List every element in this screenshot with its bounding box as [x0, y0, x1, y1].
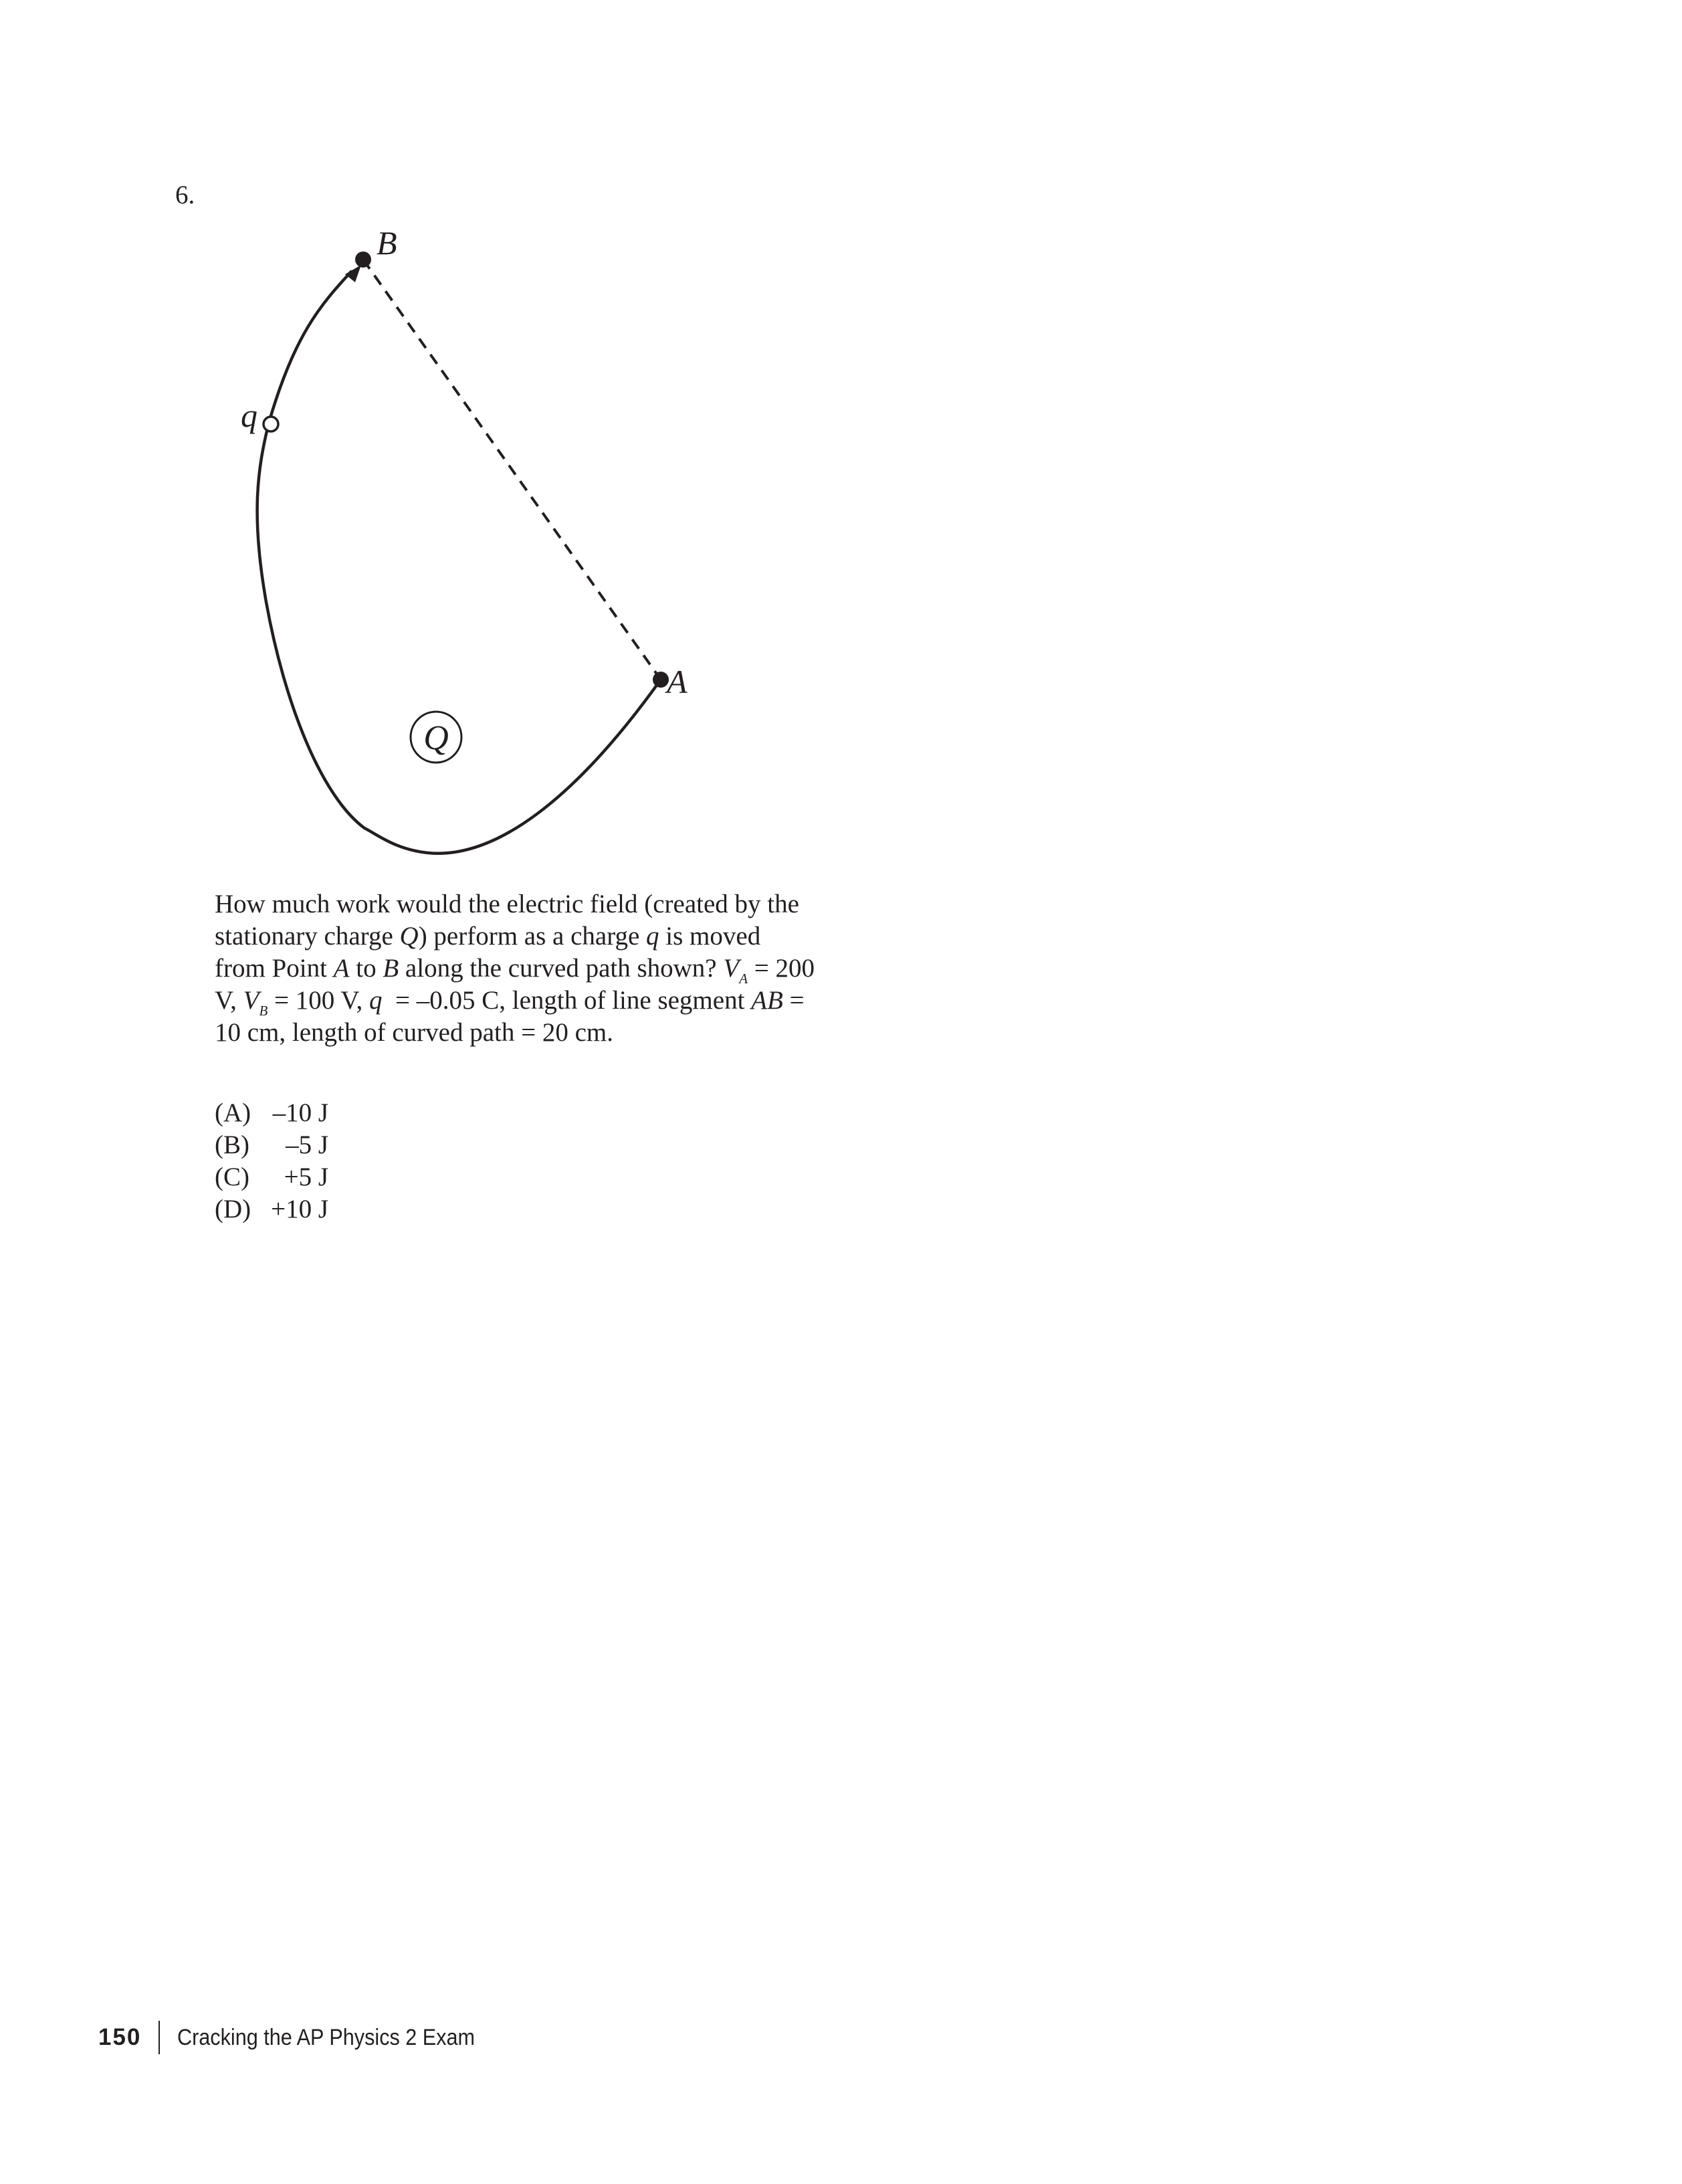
- segment-ab-value: = 10 cm, length of curved path = 20 cm.: [215, 986, 805, 1047]
- choice-d[interactable]: [215, 1193, 328, 1225]
- stem-symbol-q: q: [646, 922, 659, 951]
- charge-path-diagram: [0, 0, 1682, 936]
- potential-va-value: = 200 V,: [215, 954, 815, 1015]
- label-point-a: A: [667, 663, 688, 700]
- stem-symbol-Q: Q: [399, 922, 419, 951]
- path-direction-arrow: [345, 265, 361, 282]
- stem-text: How much work would the electric field (created by the stationary charge: [215, 890, 799, 951]
- choice-b[interactable]: [215, 1129, 328, 1161]
- charge-q-value: = –0.05 C, length of line segment: [382, 986, 752, 1015]
- question-stem: [215, 888, 817, 1049]
- book-title: Cracking the AP Physics 2 Exam: [177, 2024, 476, 2050]
- stem-text: ) perform as a charge: [418, 922, 647, 951]
- question-number: 6.: [175, 181, 195, 209]
- label-test-charge-q: q: [241, 397, 257, 434]
- page-footer: [98, 2020, 508, 2055]
- choice-a[interactable]: [215, 1097, 328, 1129]
- stem-symbol-B: B: [383, 954, 399, 983]
- stem-text: along the curved path shown?: [399, 954, 724, 983]
- choice-value: –10 J: [272, 1098, 328, 1127]
- test-charge-q: [264, 417, 278, 431]
- curved-path: [257, 271, 661, 854]
- charge-q-symbol: q: [369, 986, 383, 1015]
- choice-value: +5 J: [284, 1163, 328, 1191]
- choice-value: +10 J: [271, 1195, 328, 1223]
- point-b: [355, 252, 371, 268]
- segment-ab-dashed: [363, 260, 661, 680]
- stem-symbol-A: A: [333, 954, 350, 983]
- choice-value: –5 J: [286, 1130, 328, 1159]
- potential-va-subscript: A: [739, 971, 748, 987]
- choice-letter: (D): [215, 1195, 251, 1223]
- choice-c[interactable]: [215, 1161, 328, 1193]
- potential-va-symbol: V: [723, 954, 740, 983]
- page-number: 150: [98, 2024, 142, 2050]
- potential-vb-subscript: B: [259, 1003, 268, 1019]
- choice-letter: (B): [215, 1130, 249, 1159]
- stem-text: is moved from Point: [215, 922, 761, 983]
- choice-letter: (A): [215, 1098, 251, 1127]
- label-stationary-charge-q: Q: [423, 719, 449, 757]
- footer-divider: [159, 2021, 160, 2054]
- answer-choices: [215, 1097, 328, 1225]
- potential-vb-symbol: V: [243, 986, 259, 1015]
- potential-vb-value: = 100 V,: [268, 986, 369, 1015]
- choice-letter: (C): [215, 1163, 249, 1191]
- label-point-b: B: [377, 224, 397, 262]
- stem-text: to: [349, 954, 383, 983]
- segment-ab-symbol: AB: [751, 986, 783, 1015]
